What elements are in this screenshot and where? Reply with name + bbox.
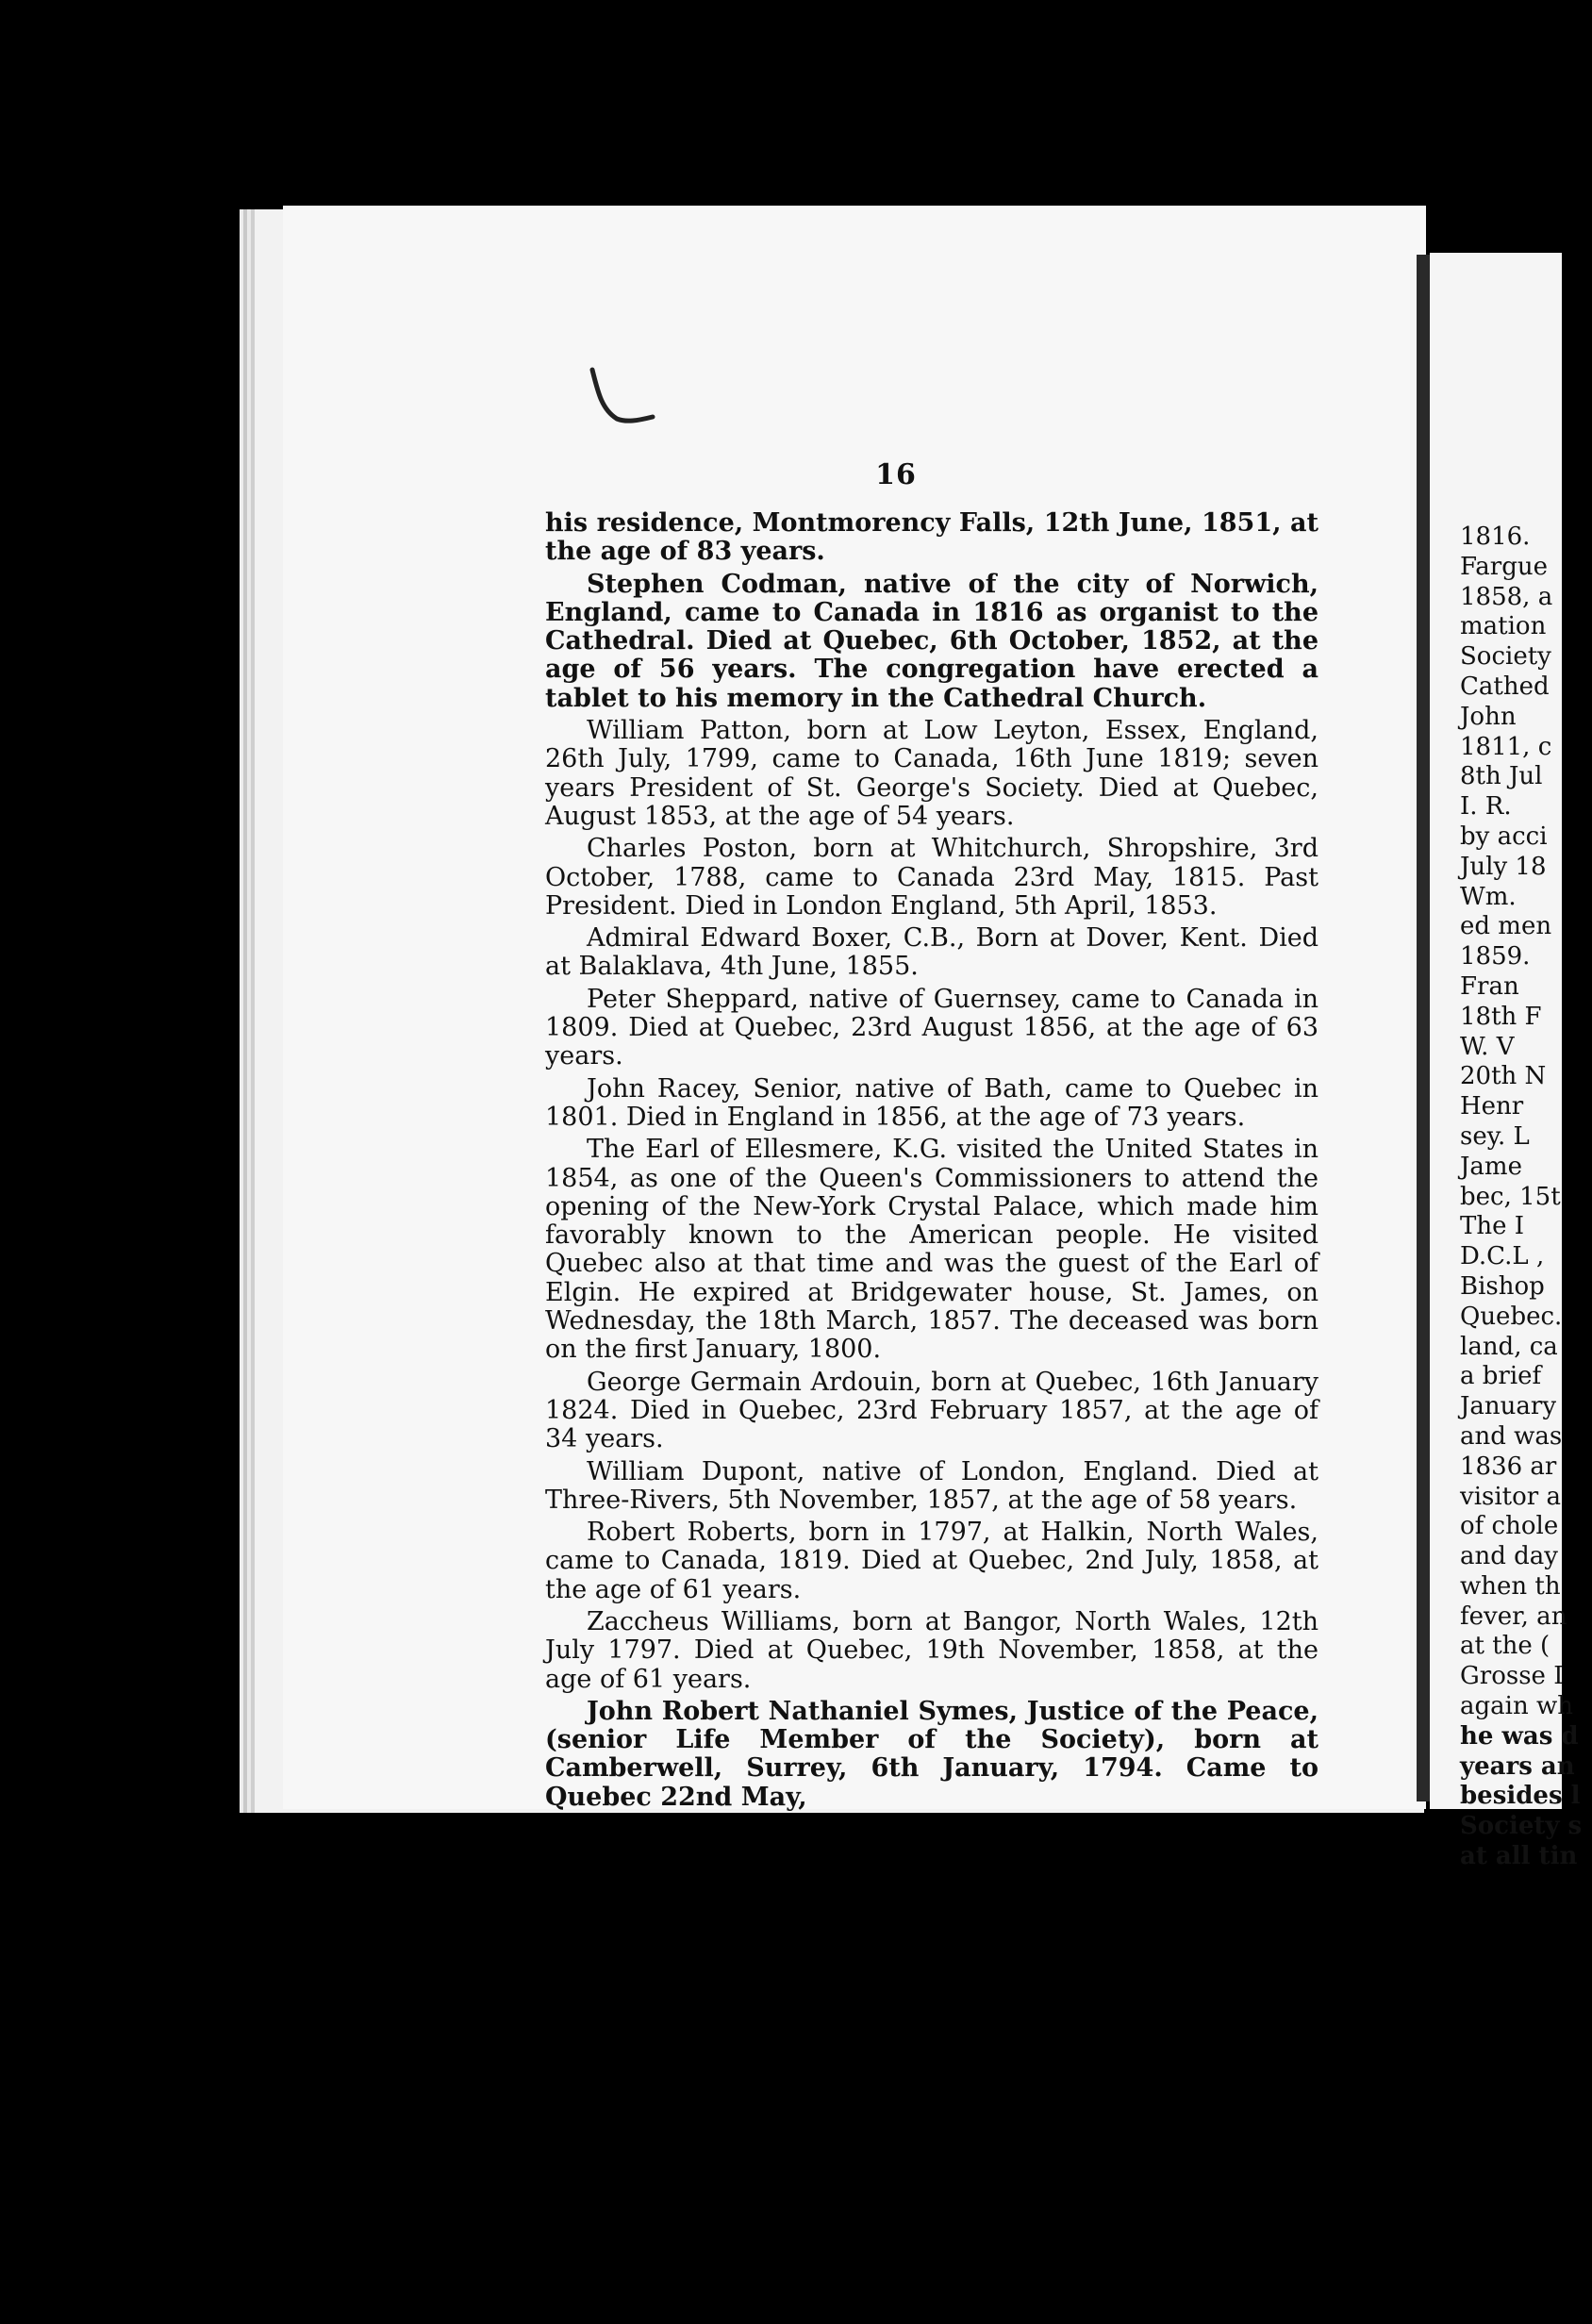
right-page-line: W. V bbox=[1460, 1032, 1515, 1061]
text-paragraph: William Patton, born at Low Leyton, Essex, England, 26th July, 1799, came to Canada, 16th June 1819; seven years President of St. George's Society. Died at Quebec, August 1853, at the age of 54 years. bbox=[545, 716, 1318, 831]
text-paragraph: Admiral Edward Boxer, C.B., Born at Dover, Kent. Died at Balaklava, 4th June, 1855. bbox=[545, 923, 1318, 982]
book-gutter bbox=[1417, 255, 1430, 1801]
right-page-line: Fran bbox=[1460, 971, 1519, 1001]
right-page-line: by acci bbox=[1460, 822, 1548, 851]
right-page-line: 1859. bbox=[1460, 942, 1531, 971]
right-page-line: John bbox=[1460, 702, 1517, 731]
text-paragraph: Zaccheus Williams, born at Bangor, North Wales, 12th July 1797. Died at Quebec, 19th November, 1858, at the age of 61 years. bbox=[545, 1606, 1318, 1694]
right-page-line: visitor a bbox=[1460, 1482, 1561, 1511]
right-page-line: again wh bbox=[1460, 1692, 1573, 1721]
right-page-line: sey. L bbox=[1460, 1121, 1530, 1151]
text-paragraph: Charles Poston, born at Whitchurch, Shropshire, 3rd October, 1788, came to Canada 23rd May, 1815. Past President. Died in London England, 5th April, 1853. bbox=[545, 834, 1318, 921]
right-page-line: 1816. bbox=[1460, 523, 1531, 551]
right-page-line: 8th Jul bbox=[1460, 762, 1543, 791]
right-page-line: D.C.L , bbox=[1460, 1242, 1545, 1271]
right-page-line: Henr bbox=[1460, 1092, 1524, 1121]
right-page-line: when th bbox=[1460, 1571, 1561, 1601]
right-page-line: and day bbox=[1460, 1542, 1558, 1571]
right-page-line: of chole bbox=[1460, 1512, 1559, 1541]
right-page-line: 1836 ar bbox=[1460, 1452, 1557, 1481]
right-page-line: besides l bbox=[1460, 1782, 1581, 1811]
right-page-line: at the ( bbox=[1460, 1632, 1551, 1661]
right-page-line: mation bbox=[1460, 612, 1547, 641]
right-page-line: Society s bbox=[1460, 1812, 1583, 1841]
right-page-line: 18th F bbox=[1460, 1002, 1542, 1031]
right-page-line: ed men bbox=[1460, 912, 1552, 941]
right-page-line: Wm. bbox=[1460, 882, 1517, 911]
right-page-line: Jame bbox=[1460, 1152, 1522, 1181]
text-paragraph: Stephen Codman, native of the city of Norwich, England, came to Canada in 1816 as organist to the Cathedral. Died at Quebec, 6th October, 1852, at the age of 56 years. The congregation have erected a tablet to his memory in the Cathedral Church. bbox=[545, 569, 1318, 713]
right-page-line: 1811, c bbox=[1460, 732, 1552, 761]
right-page-line: Fargue bbox=[1460, 552, 1548, 581]
right-page-line: January bbox=[1460, 1392, 1557, 1421]
right-page-line: a brief bbox=[1460, 1362, 1542, 1391]
text-paragraph: The Earl of Ellesmere, K.G. visited the United States in 1854, as one of the Queen's Commissioners to attend the opening of the New-York Crystal Palace, which made him favorably known to the American people. He visited Quebec also at that time and was the guest of the Earl of Elgin. He expired at Bridgewater house, St. James, on Wednesday, the 18th March, 1857. The deceased was born on the first January, 1800. bbox=[545, 1135, 1318, 1365]
right-page-line: Grosse I bbox=[1460, 1662, 1564, 1691]
right-page-line: Bishop bbox=[1460, 1271, 1545, 1301]
text-paragraph: Robert Roberts, born in 1797, at Halkin, North Wales, came to Canada, 1819. Died at Quebec, 2nd July, 1858, at the age of 61 years. bbox=[545, 1518, 1318, 1604]
right-page-line: he was d bbox=[1460, 1721, 1579, 1751]
right-page-line: fever, an bbox=[1460, 1602, 1567, 1631]
text-paragraph: John Racey, Senior, native of Bath, came to Quebec in 1801. Died in England in 1856, at the age of 73 years. bbox=[545, 1073, 1318, 1132]
right-page-line: Society bbox=[1460, 642, 1551, 672]
right-page-line: and was bbox=[1460, 1421, 1563, 1451]
right-page-line: years an bbox=[1460, 1751, 1575, 1781]
right-page-text-fragments bbox=[1460, 523, 1592, 1872]
text-paragraph: George Germain Ardouin, born at Quebec, 16th January 1824. Died in Quebec, 23rd February 1857, at the age of 34 years. bbox=[545, 1367, 1318, 1454]
main-text-column bbox=[545, 509, 1318, 1816]
right-page-line: I. R. bbox=[1460, 792, 1512, 822]
right-page-line: bec, 15t bbox=[1460, 1182, 1561, 1211]
right-page-line: 20th N bbox=[1460, 1062, 1547, 1091]
right-page-line: at all tin bbox=[1460, 1842, 1578, 1871]
right-page-line: Cathed bbox=[1460, 672, 1550, 701]
text-paragraph: Peter Sheppard, native of Guernsey, came to Canada in 1809. Died at Quebec, 23rd August 1856, at the age of 63 years. bbox=[545, 984, 1318, 1071]
text-paragraph: William Dupont, native of London, England. Died at Three-Rivers, 5th November, 1857, at the age of 58 years. bbox=[545, 1456, 1318, 1515]
right-page-line: Quebec. bbox=[1460, 1302, 1563, 1331]
right-page-line: The I bbox=[1460, 1212, 1525, 1241]
page-number: 16 bbox=[875, 458, 917, 491]
right-page-line: July 18 bbox=[1460, 852, 1547, 881]
text-paragraph: his residence, Montmorency Falls, 12th June, 1851, at the age of 83 years. bbox=[545, 508, 1318, 567]
right-page-line: land, ca bbox=[1460, 1332, 1558, 1361]
pencil-mark-icon bbox=[585, 364, 660, 430]
text-paragraph: John Robert Nathaniel Symes, Justice of the Peace, (senior Life Member of the Society), born at Camberwell, Surrey, 6th January, 1794. Came to Quebec 22nd May, bbox=[545, 1696, 1318, 1812]
right-page-line: 1858, a bbox=[1460, 582, 1553, 611]
